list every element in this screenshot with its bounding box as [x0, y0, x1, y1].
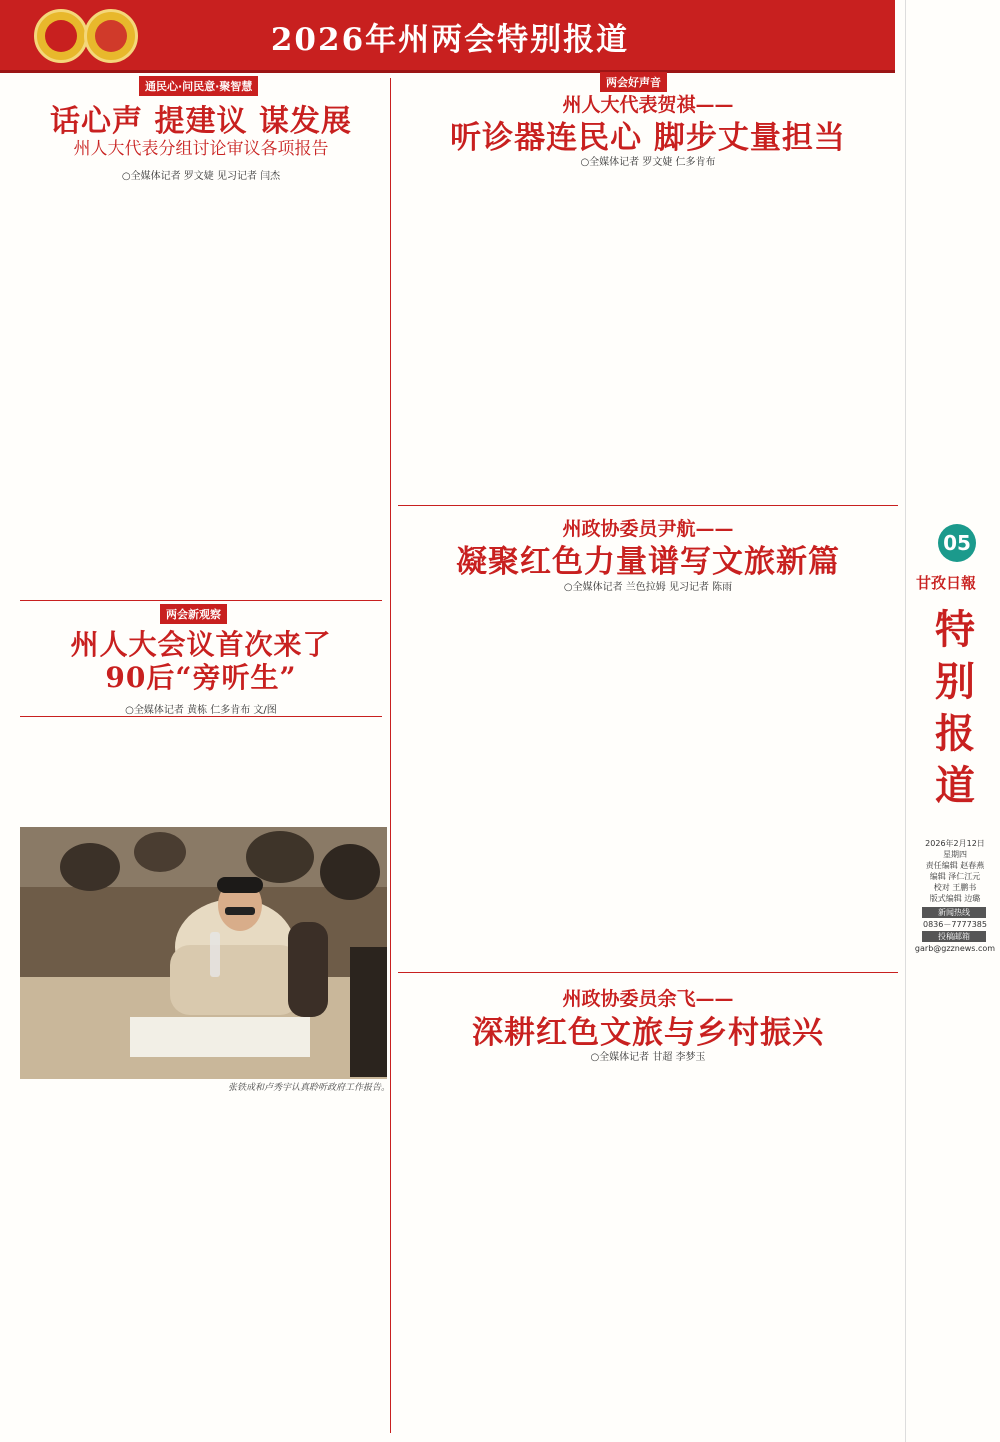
section-char-1: 特 — [935, 606, 975, 653]
article4-tag: 两会新观察 — [160, 604, 227, 624]
editor-credit: 责任编辑 赵春燕 — [925, 861, 985, 870]
article1-tag: 通民心·问民意·聚智慧 — [139, 76, 258, 96]
article2-body-col1 — [398, 167, 562, 497]
article5-body-col2 — [567, 1064, 731, 1432]
article3-title: 凝聚红色力量谱写文旅新篇 — [456, 544, 840, 580]
article5-body-col3 — [736, 1064, 898, 1432]
article2-tag: 两会好声音 — [600, 72, 667, 92]
article4-rule — [20, 716, 382, 717]
newspaper-logo: 甘孜日報 — [916, 574, 977, 592]
article2-kicker: 州人大代表贺祺—— — [562, 94, 734, 116]
designer-credit: 版式编辑 边璐 — [929, 894, 981, 903]
article4-body-col1 — [20, 1097, 202, 1432]
article5-body-col1 — [398, 1064, 562, 1432]
page-number-badge: 05 — [938, 524, 976, 562]
hotline-number: 0836－7777385 — [923, 920, 987, 929]
article3-kicker: 州政协委员尹航—— — [562, 518, 734, 540]
column-divider — [390, 78, 391, 1433]
article5-title: 深耕红色文旅与乡村振兴 — [472, 1015, 824, 1051]
email-label: 投稿邮箱 — [922, 931, 986, 942]
article4-title-line1: 州人大会议首次来了 — [70, 628, 332, 661]
cppcc-emblem-icon — [84, 9, 138, 63]
sidebar-divider — [905, 0, 906, 1442]
section-divider — [20, 600, 382, 601]
banner-title: 2026年州两会特别报道 — [270, 22, 630, 58]
section-char-2: 别 — [935, 658, 975, 705]
article3-body-col1 — [398, 594, 562, 964]
article2-body-col2 — [567, 167, 731, 497]
hotline-label: 新闻热线 — [922, 907, 986, 918]
article1-body-col1 — [20, 182, 202, 592]
section-char-4: 道 — [935, 762, 975, 809]
issue-weekday: 星期四 — [943, 850, 967, 859]
national-emblem-icon — [34, 9, 88, 63]
news-photo — [20, 827, 387, 1079]
article3-body-col3 — [736, 594, 898, 964]
article1-title: 话心声 提建议 谋发展 — [50, 104, 352, 139]
layout-editor-credit: 编辑 泽仁江元 — [929, 872, 981, 881]
article5-kicker: 州政协委员余飞—— — [562, 988, 734, 1010]
article1-subtitle: 州人大代表分组讨论审议各项报告 — [73, 139, 329, 159]
article5-byline: ○全媒体记者 甘超 李梦玉 — [590, 1052, 706, 1063]
article3-byline: ○全媒体记者 兰色拉姆 见习记者 陈雨 — [563, 582, 733, 593]
proofreader-credit: 校对 王鹏书 — [933, 883, 977, 892]
article4-byline: ○全媒体记者 黄栋 仁多肯布 文/图 — [125, 705, 277, 716]
article2-title: 听诊器连民心 脚步丈量担当 — [450, 120, 846, 156]
banner-rule — [0, 70, 895, 73]
section-divider — [398, 505, 898, 506]
submission-email: garb@gzznews.com — [914, 944, 996, 953]
article4-body-col2 — [206, 1097, 382, 1432]
article3-body-col2 — [567, 594, 731, 964]
article2-body-col3 — [736, 167, 898, 497]
photo-illustration — [20, 827, 387, 1079]
section-char-3: 报 — [935, 710, 975, 757]
photo-caption: 张铁成和卢秀宇认真聆听政府工作报告。 — [227, 1083, 390, 1093]
section-divider — [398, 972, 898, 973]
article1-body-col2 — [206, 182, 382, 592]
issue-date: 2026年2月12日 — [925, 839, 985, 848]
article2-byline: ○全媒体记者 罗文婕 仁多肯布 — [580, 157, 716, 168]
article4-title-line2: 90后“旁听生” — [105, 661, 297, 694]
article1-byline: ○全媒体记者 罗文婕 见习记者 闫杰 — [121, 171, 281, 182]
